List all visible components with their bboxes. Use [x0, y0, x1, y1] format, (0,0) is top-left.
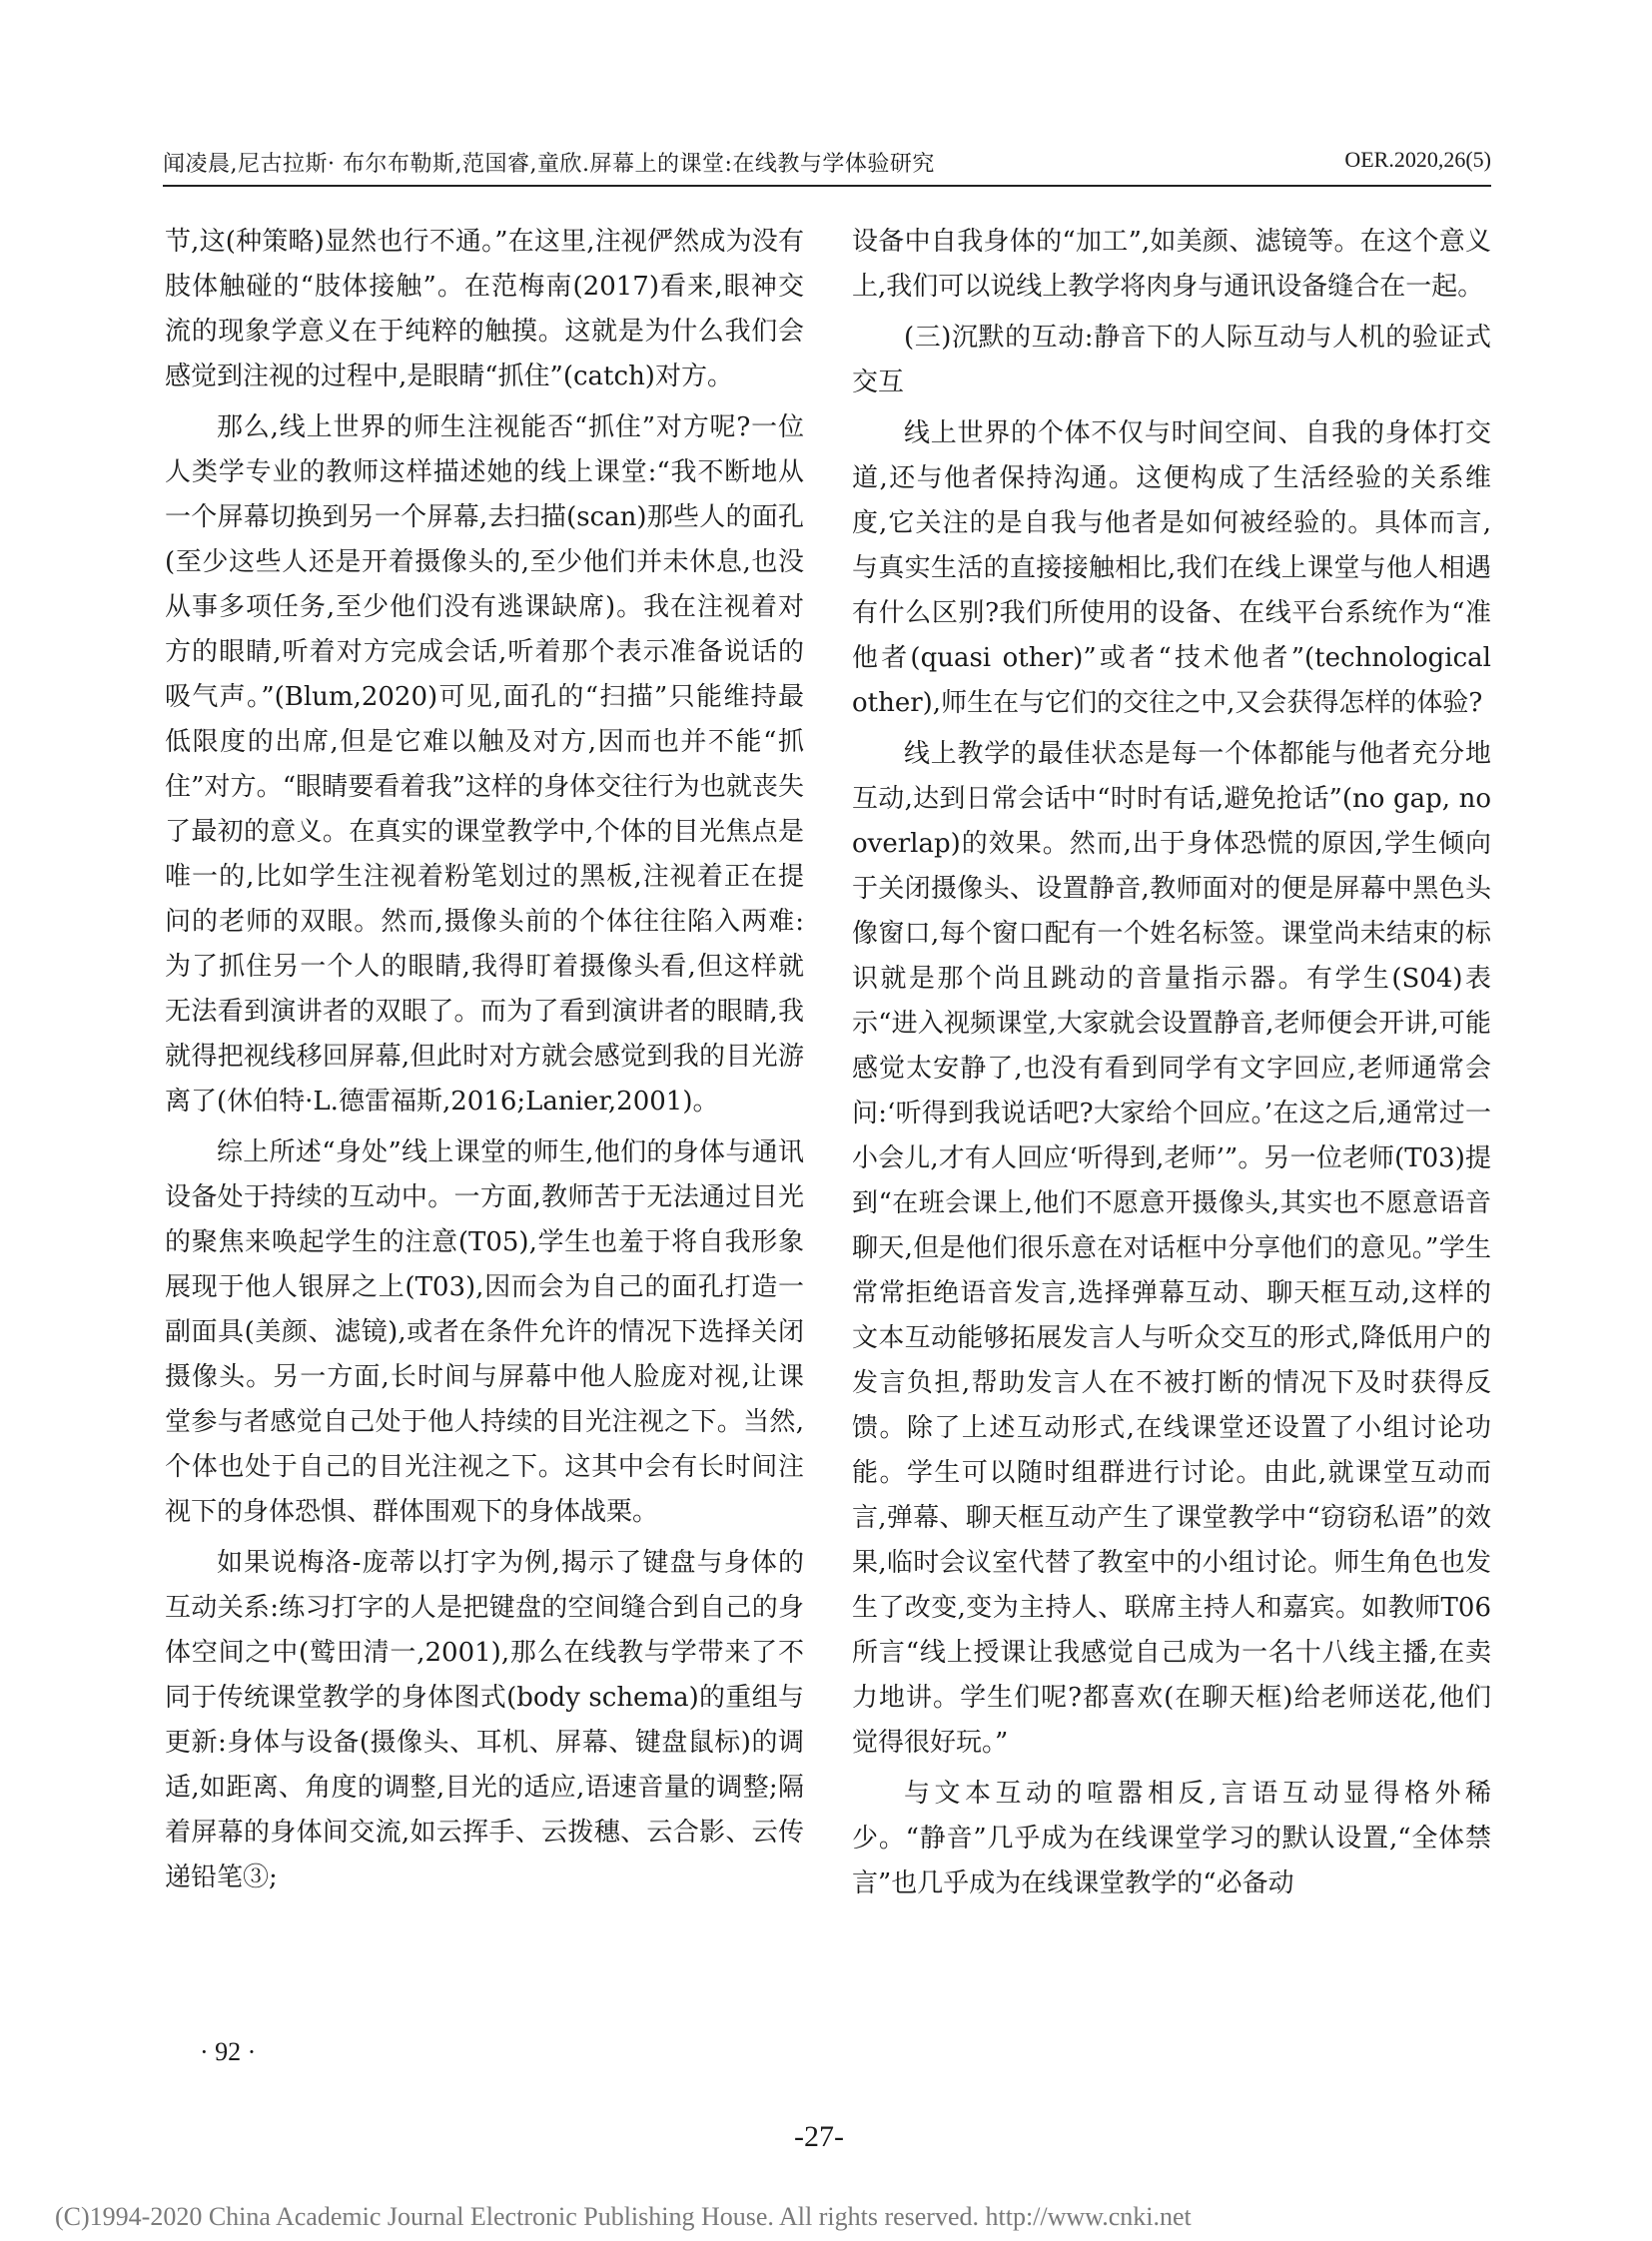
- section-heading: (三)沉默的互动:静音下的人际互动与人机的验证式交互: [852, 323, 1491, 397]
- paragraph: 节,这(种策略)显然也行不通。”在这里,注视俨然成为没有肢体触碰的“肢体接触”。在范梅南(2017)看来,眼神交流的现象学意义在于纯粹的触摸。这就是为什么我们会感觉到注视的过程中,是眼睛“抓住”(catch)对方。: [165, 227, 804, 391]
- paragraph: 线上教学的最佳状态是每一个体都能与他者充分地互动,达到日常会话中“时时有话,避免抢话”(no gap, no overlap)的效果。然而,出于身体恐慌的原因,学生倾向于关闭摄像头、设置静音,教师面对的便是屏幕中黑色头像窗口,每个窗口配有一个姓名标签。课堂尚未结束的标识就是那个尚且跳动的音量指示器。有学生(S04)表示“进入视频课堂,大家就会设置静音,老师便会开讲,可能感觉太安静了,也没有看到同学有文字回应,老师通常会问:‘听得到我说话吧?大家给个回应。’在这之后,通常过一小会儿,才有人回应‘听得到,老师’”。另一位老师(T03)提到“在班会课上,他们不愿意开摄像头,其实也不愿意语音聊天,但是他们很乐意在对话框中分享他们的意见。”学生常常拒绝语音发言,选择弹幕互动、聊天框互动,这样的文本互动能够拓展发言人与听众交互的形式,降低用户的发言负担,帮助发言人在不被打断的情况下及时获得反馈。除了上述互动形式,在线课堂还设置了小组讨论功能。学生可以随时组群进行讨论。由此,就课堂互动而言,弹幕、聊天框互动产生了课堂教学中“窃窃私语”的效果,临时会议室代替了教室中的小组讨论。师生角色也发生了改变,变为主持人、联席主持人和嘉宾。如教师T06所言“线上授课让我感觉自己成为一名十八线主播,在卖力地讲。学生们呢?都喜欢(在聊天框)给老师送花,他们觉得很好玩。”: [852, 739, 1491, 1758]
- paragraph: 设备中自我身体的“加工”,如美颜、滤镜等。在这个意义上,我们可以说线上教学将肉身与通讯设备缝合在一起。: [852, 227, 1491, 302]
- paragraph: 如果说梅洛-庞蒂以打字为例,揭示了键盘与身体的互动关系:练习打字的人是把键盘的空间缝合到自己的身体空间之中(鹫田清一,2001),那么在线教与学带来了不同于传统课堂教学的身体图式(body schema)的重组与更新:身体与设备(摄像头、耳机、屏幕、键盘鼠标)的调适,如距离、角度的调整,目光的适应,语速音量的调整;隔着屏幕的身体间交流,如云挥手、云拨穗、云合影、云传递铅笔③;: [165, 1548, 804, 1892]
- header-journal-issue: OER.2020,26(5): [1344, 147, 1491, 172]
- running-header: [163, 143, 1491, 183]
- header-citation: 闻凌晨,尼古拉斯· 布尔布勒斯,范国睿,童欣.屏幕上的课堂:在线教与学体验研究: [163, 152, 935, 177]
- copyright-footer: (C)1994-2020 China Academic Journal Electronic Publishing House. All rights reserved. http://www.cnki.net: [55, 2202, 1192, 2231]
- overall-page-number: -27-: [794, 2120, 844, 2153]
- page-number: · 92 ·: [200, 2037, 257, 2066]
- paragraph: 线上世界的个体不仅与时间空间、自我的身体打交道,还与他者保持沟通。这便构成了生活经验的关系维度,它关注的是自我与他者是如何被经验的。具体而言,与真实生活的直接接触相比,我们在线上课堂与他人相遇有什么区别?我们所使用的设备、在线平台系统作为“准他者(quasi other)”或者“技术他者”(technological other),师生在与它们的交往之中,又会获得怎样的体验?: [852, 418, 1491, 718]
- paragraph: 综上所述“身处”线上课堂的师生,他们的身体与通讯设备处于持续的互动中。一方面,教师苦于无法通过目光的聚焦来唤起学生的注意(T05),学生也羞于将自我形象展现于他人银屏之上(T03),因而会为自己的面孔打造一副面具(美颜、滤镜),或者在条件允许的情况下选择关闭摄像头。另一方面,长时间与屏幕中他人脸庞对视,让课堂参与者感觉自己处于他人持续的目光注视之下。当然,个体也处于自己的目光注视之下。这其中会有长时间注视下的身体恐惧、群体围观下的身体战栗。: [165, 1137, 804, 1527]
- header-rule: [163, 185, 1491, 187]
- right-column: [852, 220, 1491, 1912]
- paragraph: 那么,线上世界的师生注视能否“抓住”对方呢?一位人类学专业的教师这样描述她的线上课堂:“我不断地从一个屏幕切换到另一个屏幕,去扫描(scan)那些人的面孔(至少这些人还是开着摄像头的,至少他们并未休息,也没从事多项任务,至少他们没有逃课缺席)。我在注视着对方的眼睛,听着对方完成会话,听着那个表示准备说话的吸气声。”(Blum,2020)可见,面孔的“扫描”只能维持最低限度的出席,但是它难以触及对方,因而也并不能“抓住”对方。“眼睛要看着我”这样的身体交往行为也就丧失了最初的意义。在真实的课堂教学中,个体的目光焦点是唯一的,比如学生注视着粉笔划过的黑板,注视着正在提问的老师的双眼。然而,摄像头前的个体往往陷入两难:为了抓住另一个人的眼睛,我得盯着摄像头看,但这样就无法看到演讲者的双眼了。而为了看到演讲者的眼睛,我就得把视线移回屏幕,但此时对方就会感觉到我的目光游离了(休伯特·L.德雷福斯,2016;Lanier,2001)。: [165, 412, 804, 1117]
- paragraph: 与文本互动的喧嚣相反,言语互动显得格外稀少。“静音”几乎成为在线课堂学习的默认设置,“全体禁言”也几乎成为在线课堂教学的“必备动: [852, 1779, 1491, 1898]
- left-column: [165, 220, 804, 1906]
